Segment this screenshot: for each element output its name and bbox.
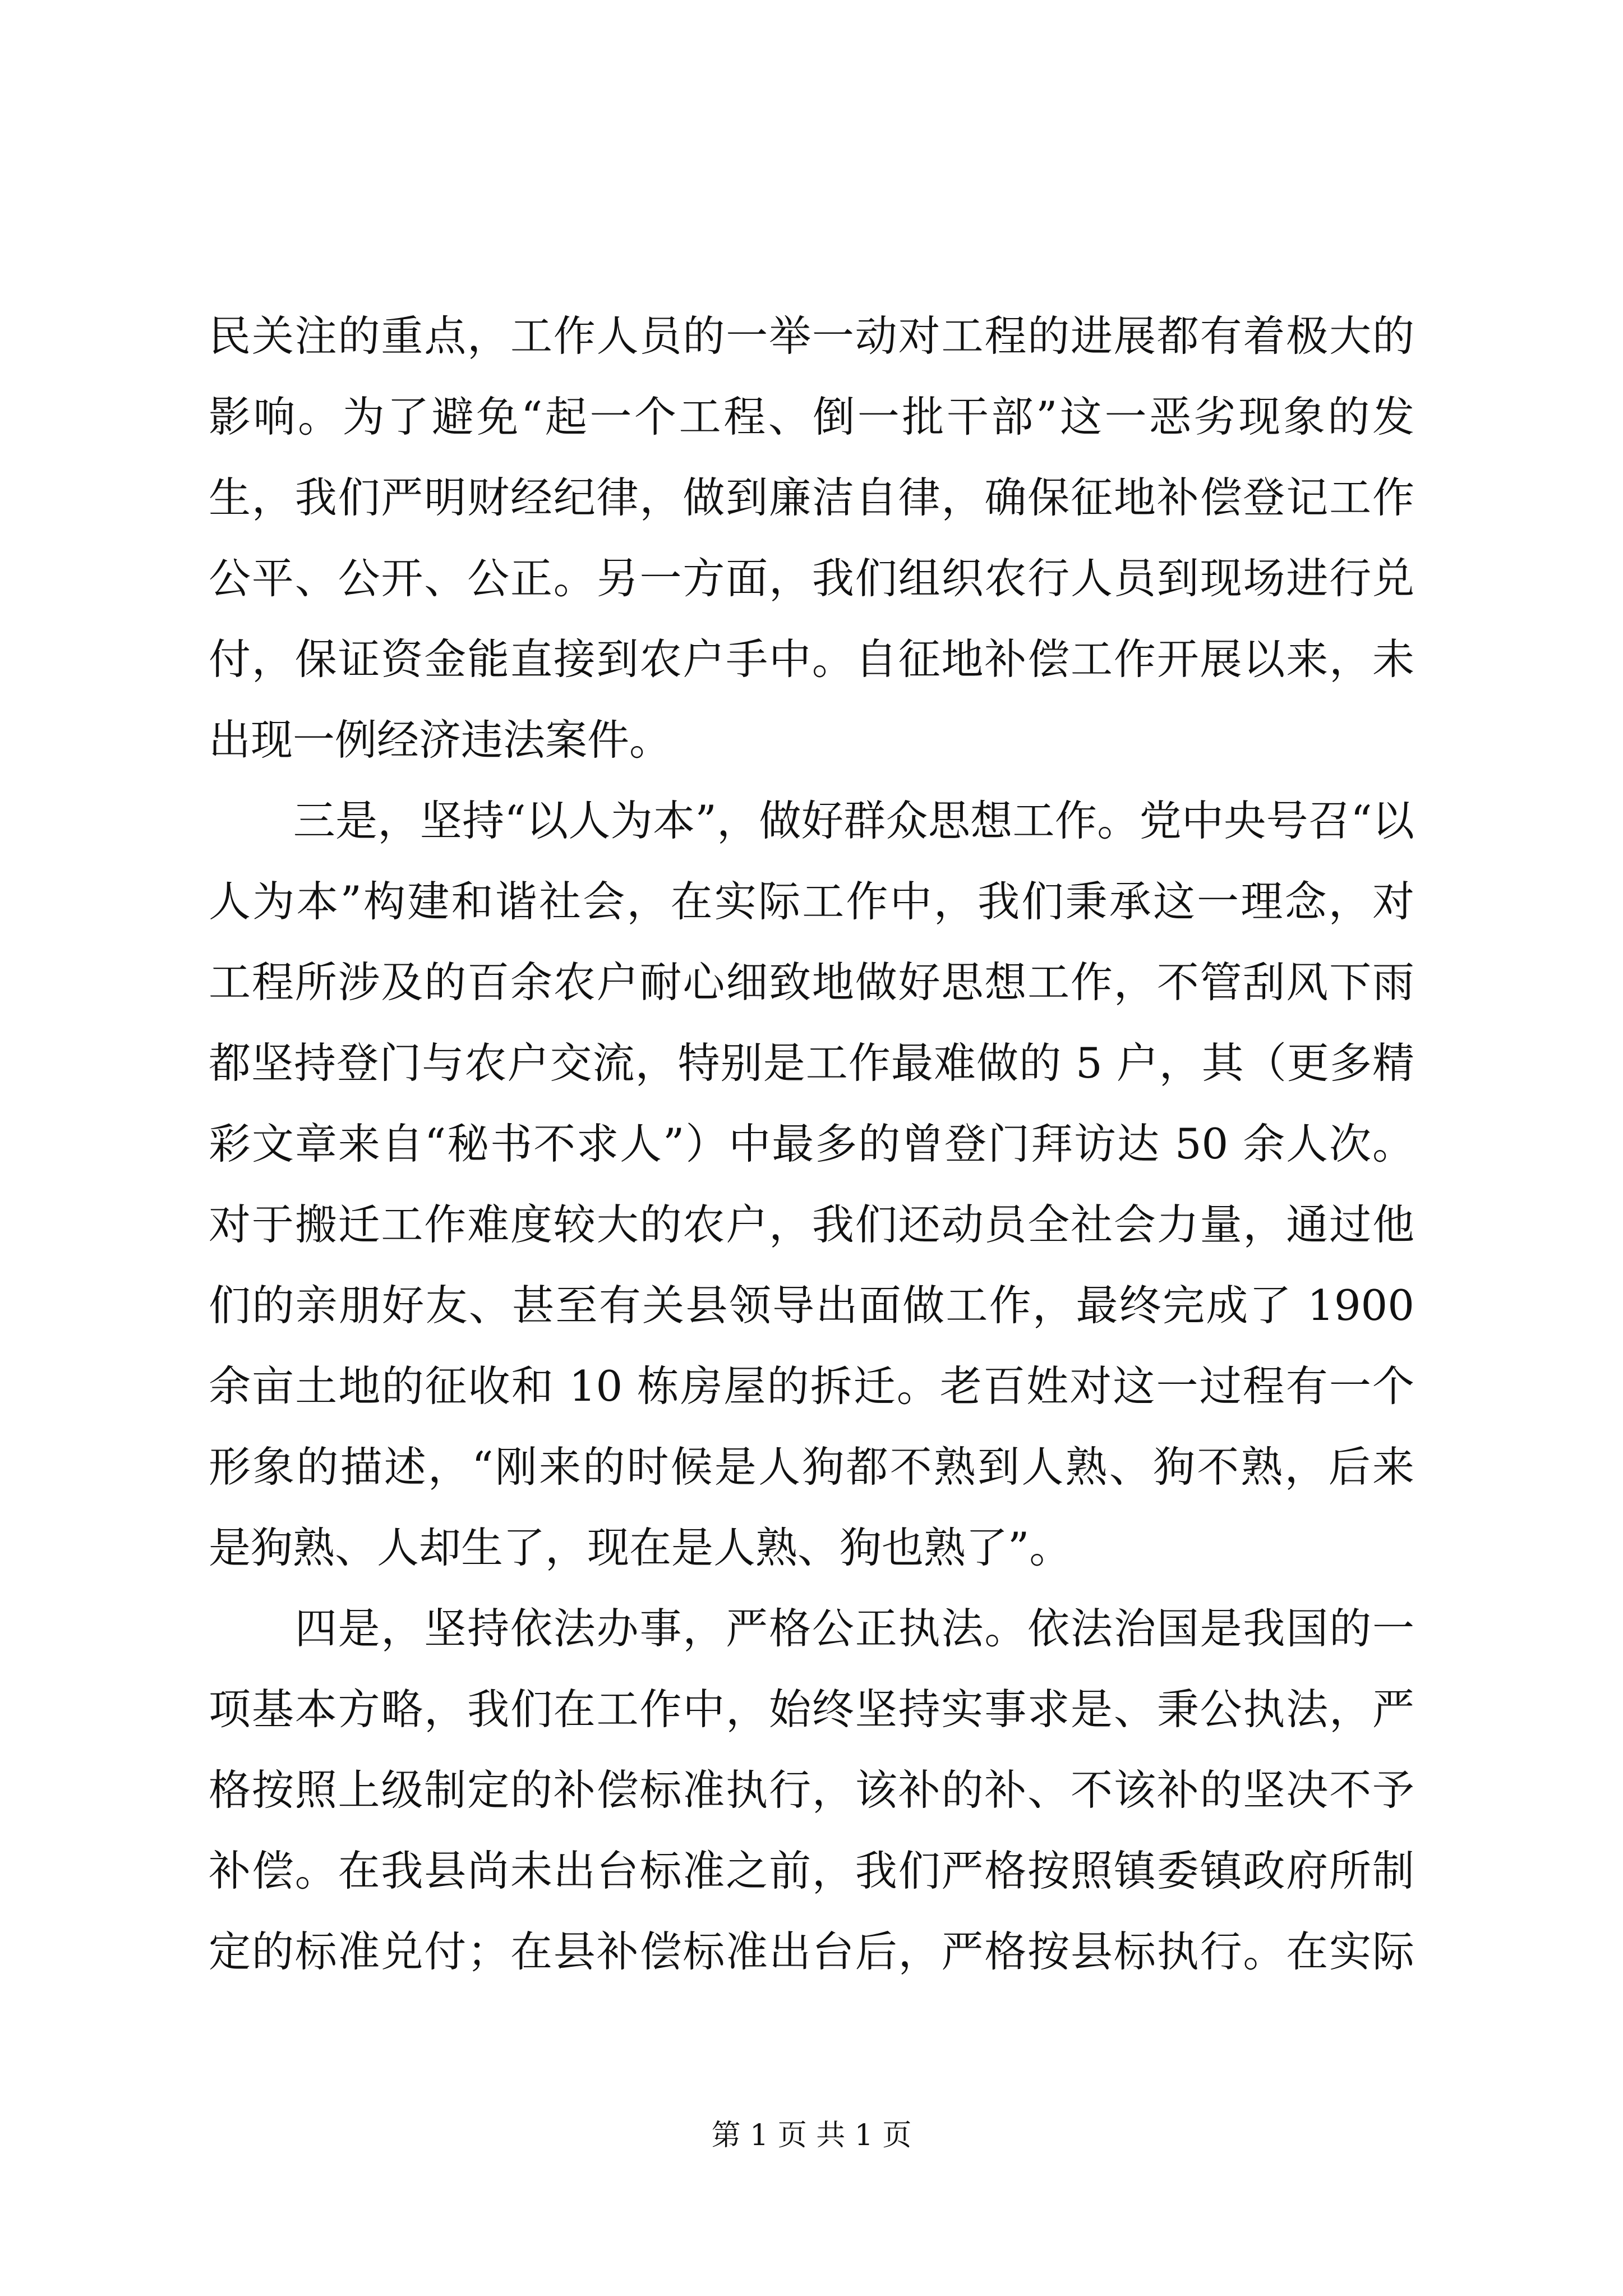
text-line: 民关注的重点，工作人员的一举一动对工程的进展都有着极大的 xyxy=(209,311,1414,361)
text-line: 是狗熟、人却生了，现在是人熟、狗也熟了”。 xyxy=(209,1523,1072,1572)
text-line: 补偿。在我县尚未出台标准之前，我们严格按照镇委镇政府所制 xyxy=(209,1846,1414,1895)
text-line: 工程所涉及的百余农户耐心细致地做好思想工作，不管刮风下雨 xyxy=(209,958,1414,1007)
text-line: 定的标准兑付；在县补偿标准出台后，严格按县标执行。在实际 xyxy=(209,1927,1414,1976)
text-line: 们的亲朋好友、甚至有关县领导出面做工作，最终完成了 1900 xyxy=(209,1281,1414,1330)
text-line: 人为本”构建和谐社会，在实际工作中，我们秉承这一理念，对 xyxy=(209,877,1414,926)
text-line: 余亩土地的征收和 10 栋房屋的拆迁。老百姓对这一过程有一个 xyxy=(209,1361,1414,1411)
paragraph-point-three xyxy=(209,780,1414,1588)
text-line: 付，保证资金能直接到农户手中。自征地补偿工作开展以来，未 xyxy=(209,634,1414,684)
text-line: 三是，坚持“以人为本”，做好群众思想工作。党中央号召“以 xyxy=(209,796,1414,845)
text-line: 彩文章来自“秘书不求人”）中最多的曾登门拜访达 50 余人次。 xyxy=(209,1119,1414,1168)
text-line: 项基本方略，我们在工作中，始终坚持实事求是、秉公执法，严 xyxy=(209,1685,1414,1734)
text-line: 格按照上级制定的补偿标准执行，该补的补、不该补的坚决不予 xyxy=(209,1765,1414,1815)
text-line: 生，我们严明财经纪律，做到廉洁自律，确保征地补偿登记工作 xyxy=(209,473,1414,522)
page-footer: 第 1 页 共 1 页 xyxy=(711,2119,912,2152)
text-line: 影响。为了避免“起一个工程、倒一批干部”这一恶劣现象的发 xyxy=(209,392,1414,441)
text-line: 对于搬迁工作难度较大的农户，我们还动员全社会力量，通过他 xyxy=(209,1200,1414,1249)
paragraph-point-four xyxy=(209,1588,1414,1992)
text-line: 都坚持登门与农户交流，特别是工作最难做的 5 户，其（更多精 xyxy=(209,1038,1414,1088)
text-line: 公平、公开、公正。另一方面，我们组织农行人员到现场进行兑 xyxy=(209,554,1414,603)
document-body xyxy=(209,296,1414,1992)
text-line: 四是，坚持依法办事，严格公正执法。依法治国是我国的一 xyxy=(209,1604,1414,1653)
text-line: 形象的描述，“刚来的时候是人狗都不熟到人熟、狗不熟，后来 xyxy=(209,1442,1414,1492)
paragraph-continuation xyxy=(209,296,1414,780)
text-line: 出现一例经济违法案件。 xyxy=(209,715,672,765)
